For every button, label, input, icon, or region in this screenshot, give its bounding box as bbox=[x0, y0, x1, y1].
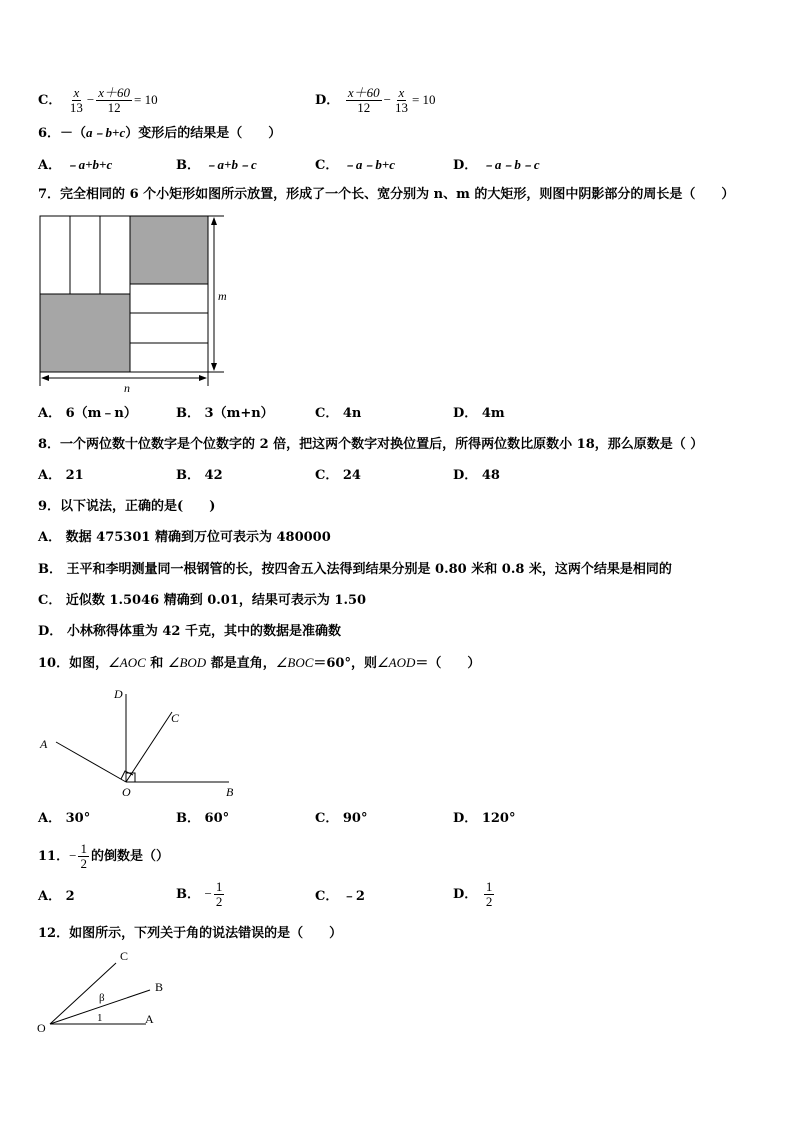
q8-option-d: D． 48 bbox=[453, 468, 500, 483]
q6-stem: 6．－（a﹣b+c）变形后的结果是（ ） bbox=[38, 125, 282, 141]
q5-option-d: D． $\frac{x+60}{12}$ − $\frac{x}{13}$ = 10 bbox=[315, 85, 436, 115]
q9-option-b: B． 王平和李明测量同一根钢管的长，按四舍五入法得到结果分别是 0.80 米和 0.8 米，这两个结果是相同的 bbox=[38, 562, 672, 577]
q9-option-c: C． 近似数 1.5046 精确到 0.01，结果可表示为 1.50 bbox=[38, 593, 367, 608]
q5-option-c: C． $\frac{x}{13}$ − $\frac{x+60}{12}$ = 10 bbox=[38, 85, 158, 115]
fraction: $\frac{x}{13}$ bbox=[394, 85, 408, 115]
svg-text:D: D bbox=[114, 687, 123, 701]
shaded-rectangle-top bbox=[130, 216, 208, 284]
q12-angle-figure bbox=[34, 945, 184, 1040]
svg-text:C: C bbox=[171, 711, 180, 725]
q11-option-a: A． 2 bbox=[38, 889, 75, 904]
q8-option-a: A． 21 bbox=[38, 468, 84, 483]
fraction: $\frac{x+60}{12}$ bbox=[98, 85, 131, 115]
q9-option-a: A． 数据 475301 精确到万位可表示为 480000 bbox=[38, 530, 331, 545]
q10-stem: 10．如图，∠AOC 和 ∠BOD 都是直角，∠BOC＝60°，则∠AOD＝（ ） bbox=[38, 655, 481, 671]
q10-option-d: D． 120° bbox=[453, 811, 516, 826]
q12-stem: 12．如图所示，下列关于角的说法错误的是（ ） bbox=[38, 926, 343, 941]
svg-text:A: A bbox=[145, 1012, 154, 1026]
q7-rectangle-figure bbox=[34, 210, 244, 395]
svg-text:C: C bbox=[120, 949, 129, 963]
q8-option-b: B． 42 bbox=[176, 468, 223, 483]
fraction: $\frac{1}{2}$ bbox=[80, 841, 87, 871]
fraction: $\frac{1}{2}$ bbox=[215, 879, 223, 909]
svg-text:B: B bbox=[155, 980, 164, 994]
fraction: $\frac{x}{13}$ bbox=[69, 85, 83, 115]
svg-text:β: β bbox=[99, 992, 105, 1004]
q10-option-c: C． 90° bbox=[315, 811, 368, 826]
fraction: $\frac{1}{2}$ bbox=[485, 879, 493, 909]
q8-option-c: C． 24 bbox=[315, 468, 361, 483]
fraction: $\frac{x+60}{12}$ bbox=[347, 85, 380, 115]
q6-option-c: C． ﹣a﹣b+c bbox=[315, 157, 396, 173]
q6-option-b: B． ﹣a+b﹣c bbox=[176, 157, 257, 173]
q9-option-d: D． 小林称得体重为 42 千克，其中的数据是准确数 bbox=[38, 624, 341, 639]
ray-oa bbox=[56, 742, 126, 782]
q11-option-d: D． $\frac{1}{2}$ bbox=[453, 879, 493, 909]
q11-option-c: C． ﹣2 bbox=[315, 889, 365, 904]
q10-angle-figure bbox=[34, 682, 244, 800]
q6-option-d: D． ﹣a﹣b﹣c bbox=[453, 157, 540, 173]
q7-option-c: C． 4n bbox=[315, 406, 362, 421]
ray-oc bbox=[50, 963, 116, 1024]
svg-text:1: 1 bbox=[97, 1012, 103, 1024]
q10-option-a: A． 30° bbox=[38, 811, 91, 826]
svg-text:A: A bbox=[40, 737, 48, 751]
label-m: m bbox=[218, 289, 227, 303]
svg-text:O: O bbox=[122, 785, 131, 799]
shaded-rectangle-bottom bbox=[40, 294, 130, 372]
ray-oc bbox=[126, 712, 172, 782]
svg-text:B: B bbox=[226, 785, 234, 799]
q7-option-d: D． 4m bbox=[453, 406, 505, 421]
q8-stem: 8．一个两位数十位数字是个位数字的 2 倍，把这两个数字对换位置后，所得两位数比原数小 18，那么原数是（ ） bbox=[38, 437, 704, 452]
label-n: n bbox=[124, 381, 130, 395]
q7-option-b: B． 3（m+n） bbox=[176, 406, 274, 421]
q10-option-b: B． 60° bbox=[176, 811, 230, 826]
q9-stem: 9．以下说法，正确的是( ) bbox=[38, 499, 216, 514]
q11-stem: 11．− $\frac{1}{2}$ 的倒数是（） bbox=[38, 841, 169, 871]
q11-option-b: B． − $\frac{1}{2}$ bbox=[176, 879, 223, 909]
q6-option-a: A． ﹣a+b+c bbox=[38, 157, 113, 173]
svg-text:O: O bbox=[37, 1021, 46, 1035]
q7-stem: 7．完全相同的 6 个小矩形如图所示放置，形成了一个长、宽分别为 n、m 的大矩形，则图中阴影部分的周长是（ ） bbox=[38, 187, 735, 202]
q7-option-a: A． 6（m﹣n） bbox=[38, 406, 137, 421]
right-angle-mark bbox=[121, 771, 133, 779]
